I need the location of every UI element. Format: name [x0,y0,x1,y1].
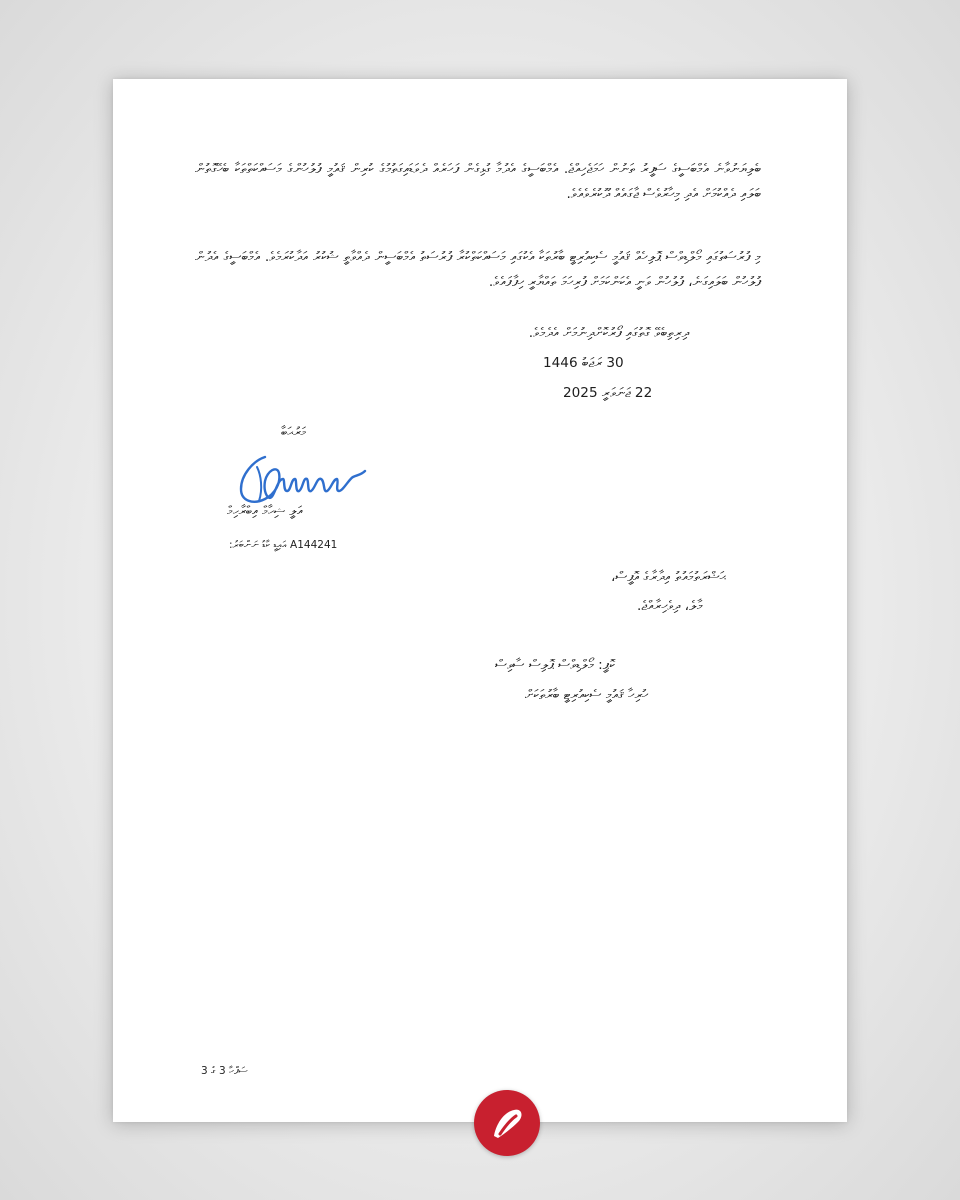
signature-title: މަރުޙަބާ [281,425,306,440]
date-hijri: 30 ރަޖަބު 1446 [543,355,624,371]
cc-line-2: ހުރިހާ ޤައުމީ ސެކިއުރިޓީ ބާރުތަކަށް [525,687,648,703]
id-label: އައިޑީ ކާޑު ނަންބަރު: [229,539,287,551]
brand-logo-icon [474,1090,540,1156]
page-number: ސަފްހާ 3 ގެ 3 [201,1065,248,1077]
closing-greeting: ދިރިތިބެވޭ ގޮތުގައި ފޯރުކޮށްދިނުމަށް އެދެމެވެ. [528,325,689,341]
addressee-line-2: މާލެ، ދިވެހިރާއްޖެ. [637,598,703,614]
signature-mark [235,449,375,511]
date-gregorian: 22 ޖަނަވަރީ 2025 [563,385,653,401]
cc-line-1: ކޮޕީ: މޯލްޑިވްސް ޕޮލިސް ސާވިސް [495,657,615,673]
body-paragraph-1: ބެލިޔަނުވާނެ އެމްބަސީގެ ސަފީރު ތަނުން ހަމަޖެހިއްޖެ. އެމްބަސީގެ އެދުމާ ގުޅިގެން ފަހަރެއް ދެވަޑައިގަތުމުގެ ކުރިން ޤައުމީ ފުލުހުންގެ މަސައްކަތްތަކާ ބެހޭގޮތުން ބަލައި ދެއްކުމަށް އެދި މިހާރުވެސް ޖާގައެއް ދޫކުރެވެއެވެ. [195,161,761,202]
body-paragraph-2: މި ފުރުސަތުގައި މޯލްޑިވްސް ޕޮލިހެއް ޤައުމީ ސެކިއުރިޓީ ބާރުތަކާ އެކުގައި މަސައްކަތްކުރާ ފުރުސަތު އެމްބަސީން ދެއްވާތީ ޝުކުރު އަދާކުރަމެވެ. އެމްބަސީގެ އެދުން ފުލުހުން ބަލައިގަނެ، ފުލުހުން ވަނީ އެކަންކަމަށް ފުރިހަމަ ތައްޔާރީ ހިފާފައެވެ. [195,249,761,290]
id-line [229,539,337,552]
addressee-line-1: ޙަޟްރަތުމައުތު އިދާރާގެ އޮފީސް، [611,569,726,585]
id-number: A144241 [290,539,338,551]
letter-page [113,79,847,1122]
signatory-name: އަލީ ޝިހާމް އިބްރާހިމް [227,504,303,519]
